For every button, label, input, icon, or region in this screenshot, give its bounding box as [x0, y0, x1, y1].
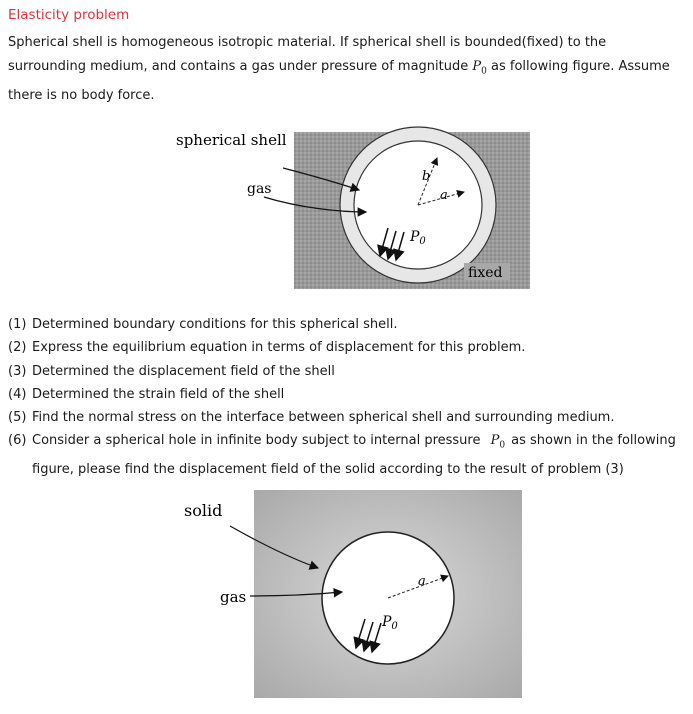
label-gas: gas	[247, 181, 272, 197]
label-p0: $P_0$	[410, 229, 426, 247]
pressure-symbol: $P_0$	[472, 58, 487, 77]
question-item: (2) Express the equilibrium equation in terms of displacement for this problem.	[8, 340, 526, 356]
problem-statement	[8, 31, 688, 107]
figure-spherical-shell	[160, 120, 535, 292]
question-item: (3) Determined the displacement field of the shell	[8, 363, 335, 379]
figure-spherical-hole	[170, 488, 525, 700]
problem-title: Elasticity problem	[8, 7, 130, 23]
label-gas-2: gas	[220, 588, 247, 606]
question-item: (6) Consider a spherical hole in infinite body subject to internal pressure $P_0$ as shown in the following figure, please find the displacement field of the solid according to the result of problem (3)	[8, 433, 676, 478]
question-item: (4) Determined the strain field of the shell	[8, 386, 285, 402]
intro-text-after: as following figure. Assume there is no body force.	[8, 58, 670, 103]
label-a: a	[440, 188, 448, 203]
label-p0-2: $P_0$	[382, 614, 398, 632]
question-item: (5) Find the normal stress on the interface between spherical shell and surrounding medium.	[8, 410, 615, 426]
label-spherical-shell: spherical shell	[176, 131, 287, 149]
intro-text-before: Spherical shell is homogeneous isotropic material. If spherical shell is bounded(fixed) to the surrounding medium, and contains a gas under pressure of magnitude	[8, 35, 607, 74]
label-fixed: fixed	[468, 265, 503, 281]
label-solid: solid	[184, 501, 223, 520]
label-a-2: a	[418, 574, 426, 589]
question-item: (1) Determined boundary conditions for this spherical shell.	[8, 317, 398, 332]
label-b: b	[422, 169, 431, 184]
question-list	[8, 313, 686, 482]
